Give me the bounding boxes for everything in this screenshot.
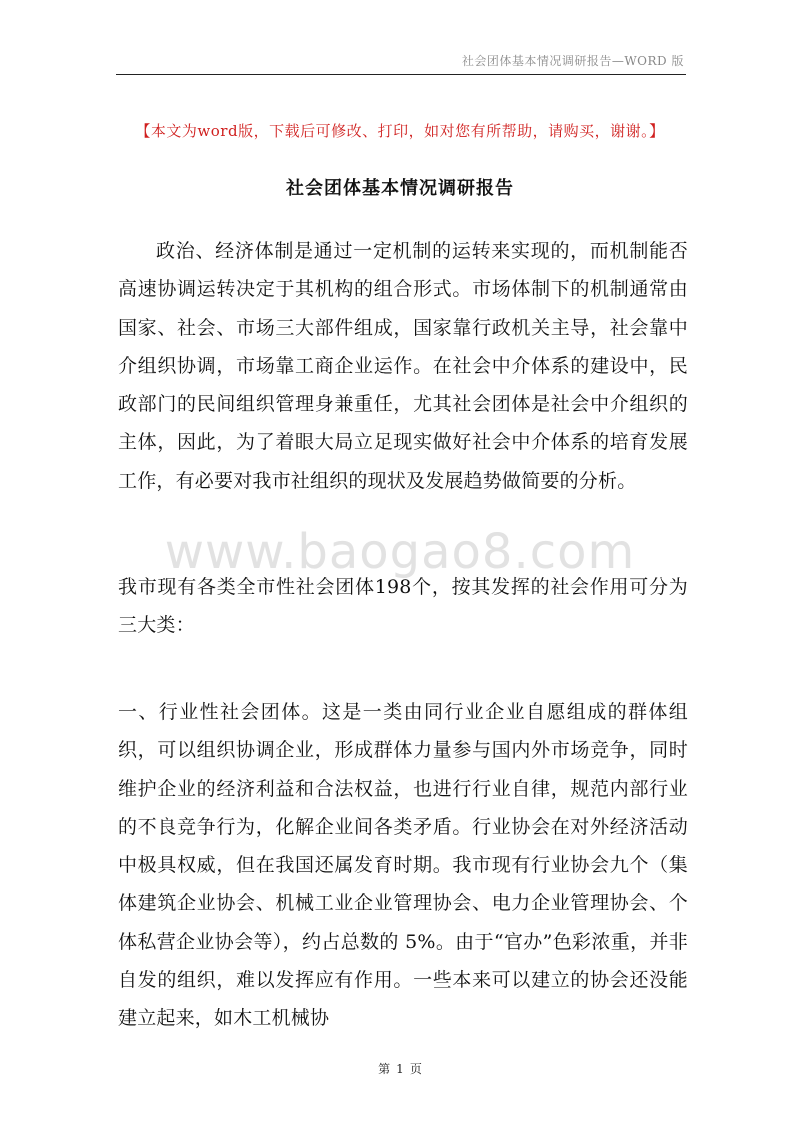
paragraph-text: 政治、经济体制是通过一定机制的运转来实现的，而机制能否高速协调运转决定于其机构的组合形式。市场体制下的机制通常由国家、社会、市场三大部件组成，国家靠行政机关主导，社会靠中介组织协调，市场靠工商企业运作。在社会中介体系的建设中，民政部门的民间组织管理身兼重任，尤其社会团体是社会中介组织的主体，因此，为了着眼大局立足现实做好社会中介体系的培育发展工作，有必要对我市社组织的现状及发展趋势做简要的分析。 <box>118 240 688 492</box>
download-notice: 【本文为word版，下载后可修改、打印，如对您有所帮助，请购买，谢谢。】 <box>135 122 665 140</box>
paragraph-text: 一、行业性社会团体。这是一类由同行业企业自愿组成的群体组织，可以组织协调企业，形成群体力量参与国内外市场竞争，同时维护企业的经济利益和合法权益，也进行行业自律，规范内部行业的不良竞争行为，化解企业间各类矛盾。行业协会在对外经济活动中极具权威，但在我国还属发育时期。我市现有行业协会九个（集体建筑企业协会、机械工业企业管理协会、电力企业管理协会、个体私营企业协会等），约占总数的 5%。由于“官办”色彩浓重，并非自发的组织，难以发挥应有作用。一些本来可以建立的协会还没能建立起来，如木工机械协 <box>118 701 688 1030</box>
header-divider <box>116 74 686 75</box>
running-header: 社会团体基本情况调研报告—WORD 版 <box>461 54 684 68</box>
page-footer <box>0 1060 800 1077</box>
paragraph-text: 我市现有各类全市性社会团体198个，按其发挥的社会作用可分为三大类： <box>118 576 688 637</box>
watermark: www.baogao8.com <box>164 524 636 580</box>
paragraph-count <box>118 568 688 645</box>
paragraph-intro <box>118 232 688 500</box>
document-title: 社会团体基本情况调研报告 <box>286 178 514 199</box>
paragraph-industry-groups <box>118 693 688 1038</box>
footer-prefix: 第 <box>378 1062 391 1076</box>
footer-suffix: 页 <box>409 1062 422 1076</box>
page-number: 1 <box>396 1062 404 1076</box>
